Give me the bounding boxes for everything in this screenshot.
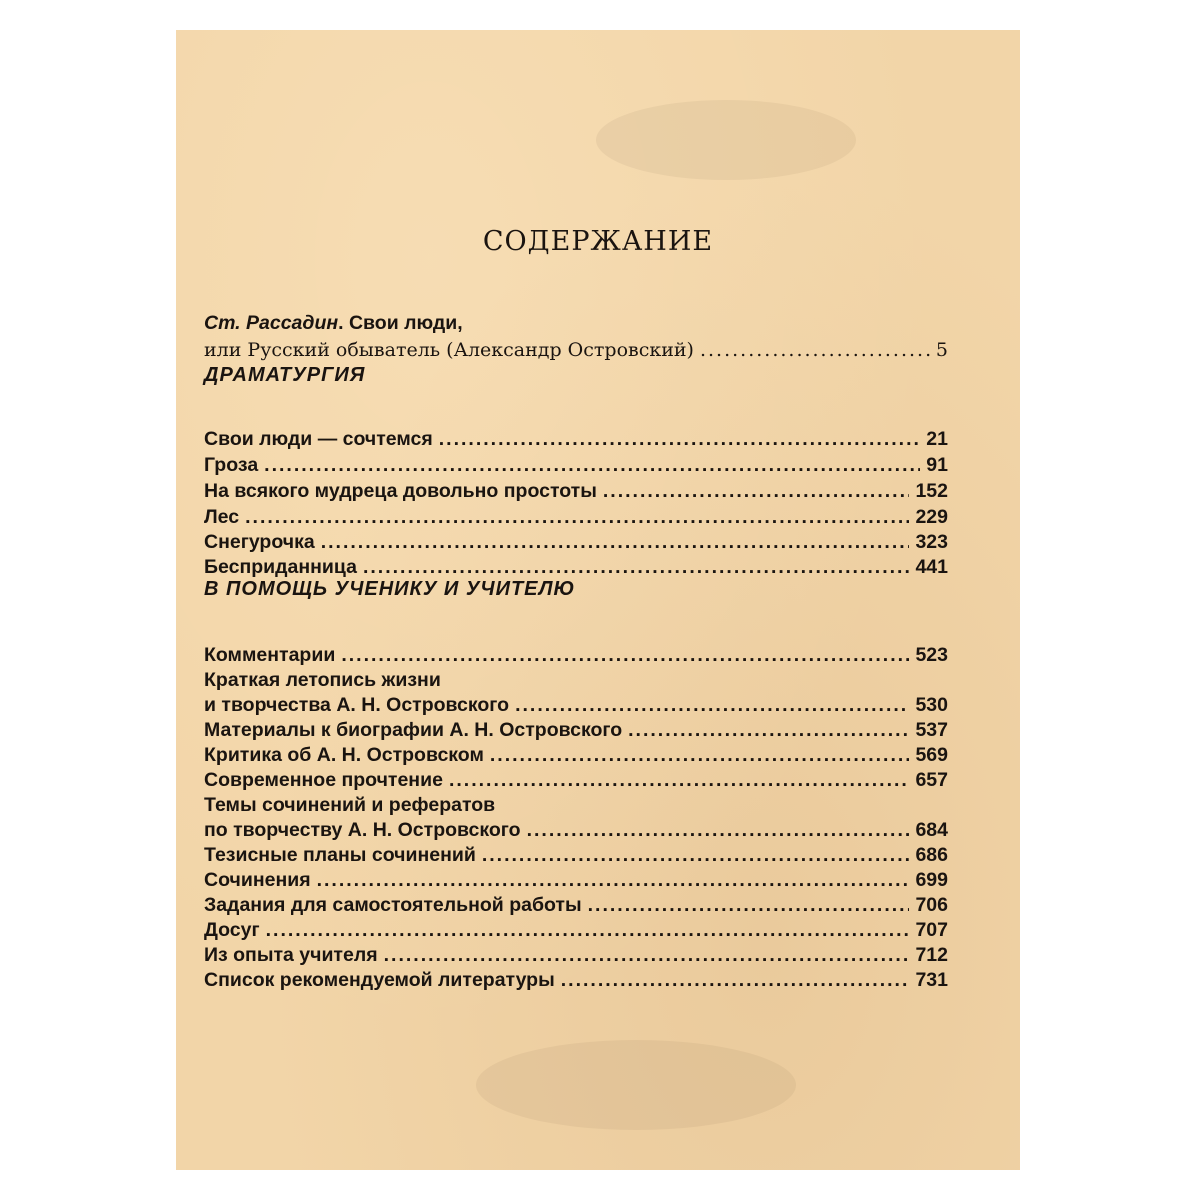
intro-title-part2: или Русский обыватель (Александр Островский) (204, 339, 694, 361)
book-page (176, 30, 1020, 1170)
entry-title: Материалы к биографии А. Н. Островского (204, 719, 623, 741)
page-number: 569 (915, 744, 948, 766)
toc-entry (204, 842, 948, 868)
entry-title: Бесприданница (204, 556, 357, 578)
entry-title: Досуг (204, 919, 260, 941)
entry-title: Сочинения (204, 869, 311, 891)
dot-leader (515, 692, 909, 718)
entry-title: Критика об А. Н. Островском (204, 744, 484, 766)
paper-stain (596, 100, 856, 180)
toc-entry (204, 452, 948, 478)
page-title: СОДЕРЖАНИЕ (482, 226, 714, 257)
dot-leader (363, 554, 909, 580)
dot-leader (588, 892, 910, 918)
dot-leader (603, 478, 910, 504)
dot-leader (561, 967, 910, 993)
dot-leader (321, 529, 910, 555)
intro-title-part1: . Свои люди, (338, 312, 463, 334)
page-number: 657 (915, 769, 948, 791)
page-number: 229 (915, 506, 948, 528)
toc-entry (204, 717, 948, 743)
dot-leader (628, 717, 909, 743)
entry-title: Снегурочка (204, 531, 315, 553)
dot-leader (384, 942, 910, 968)
dot-leader (264, 452, 920, 478)
paper-stain (476, 1040, 796, 1130)
toc-entry (204, 478, 948, 504)
toc-entry (204, 817, 948, 843)
page-number: 523 (915, 644, 948, 666)
toc-entry (204, 942, 948, 968)
toc-entry (204, 867, 948, 893)
dot-leader (449, 767, 910, 793)
toc-entry (204, 892, 948, 918)
dot-leader (439, 426, 921, 452)
intro-line-1 (204, 310, 463, 336)
dot-leader (341, 642, 909, 668)
toc-entry (204, 529, 948, 555)
page-number: 699 (915, 869, 948, 891)
toc-entry-intro (204, 337, 948, 363)
dot-leader (245, 504, 909, 530)
toc-entry (204, 426, 948, 452)
entry-title-line1: Темы сочинений и рефератов (204, 794, 496, 816)
dot-leader (700, 337, 930, 363)
entry-title: Список рекомендуемой литературы (204, 969, 555, 991)
page-number: 441 (915, 556, 948, 578)
dot-leader (266, 917, 910, 943)
page-number: 537 (915, 719, 948, 741)
page-number: 731 (915, 969, 948, 991)
page-number: 712 (915, 944, 948, 966)
page-number: 707 (915, 919, 948, 941)
dot-leader (482, 842, 910, 868)
toc-entry (204, 642, 948, 668)
toc-entry (204, 692, 948, 718)
section-heading-help: В ПОМОЩЬ УЧЕНИКУ И УЧИТЕЛЮ (204, 578, 576, 600)
page-number: 686 (915, 844, 948, 866)
entry-title: Задания для самостоятельной работы (204, 894, 582, 916)
page-number: 323 (915, 531, 948, 553)
entry-title: Из опыта учителя (204, 944, 378, 966)
section-heading-dramaturgy: ДРАМАТУРГИЯ (204, 364, 366, 386)
dot-leader (490, 742, 910, 768)
entry-title: Комментарии (204, 644, 336, 666)
page-number: 91 (926, 454, 948, 476)
intro-author: Ст. Рассадин (204, 312, 339, 334)
entry-title: Лес (204, 506, 240, 528)
dot-leader (527, 817, 910, 843)
toc-entry (204, 767, 948, 793)
dot-leader (317, 867, 910, 893)
entry-title: по творчеству А. Н. Островского (204, 819, 521, 841)
toc-entry (204, 967, 948, 993)
entry-title: На всякого мудреца довольно простоты (204, 480, 597, 502)
entry-title: Современное прочтение (204, 769, 443, 791)
toc-entry (204, 917, 948, 943)
toc-entry (204, 554, 948, 580)
toc-entry (204, 504, 948, 530)
entry-title: Гроза (204, 454, 259, 476)
entry-title-line1: Краткая летопись жизни (204, 669, 441, 691)
entry-title: Тезисные планы сочинений (204, 844, 476, 866)
page-number: 684 (915, 819, 948, 841)
entry-title: и творчества А. Н. Островского (204, 694, 510, 716)
entry-title: Свои люди — сочтемся (204, 428, 433, 450)
page-number: 530 (915, 694, 948, 716)
page-number: 21 (926, 428, 948, 450)
page-number: 152 (915, 480, 948, 502)
page-number: 706 (915, 894, 948, 916)
toc-entry (204, 742, 948, 768)
page-number: 5 (935, 339, 948, 361)
